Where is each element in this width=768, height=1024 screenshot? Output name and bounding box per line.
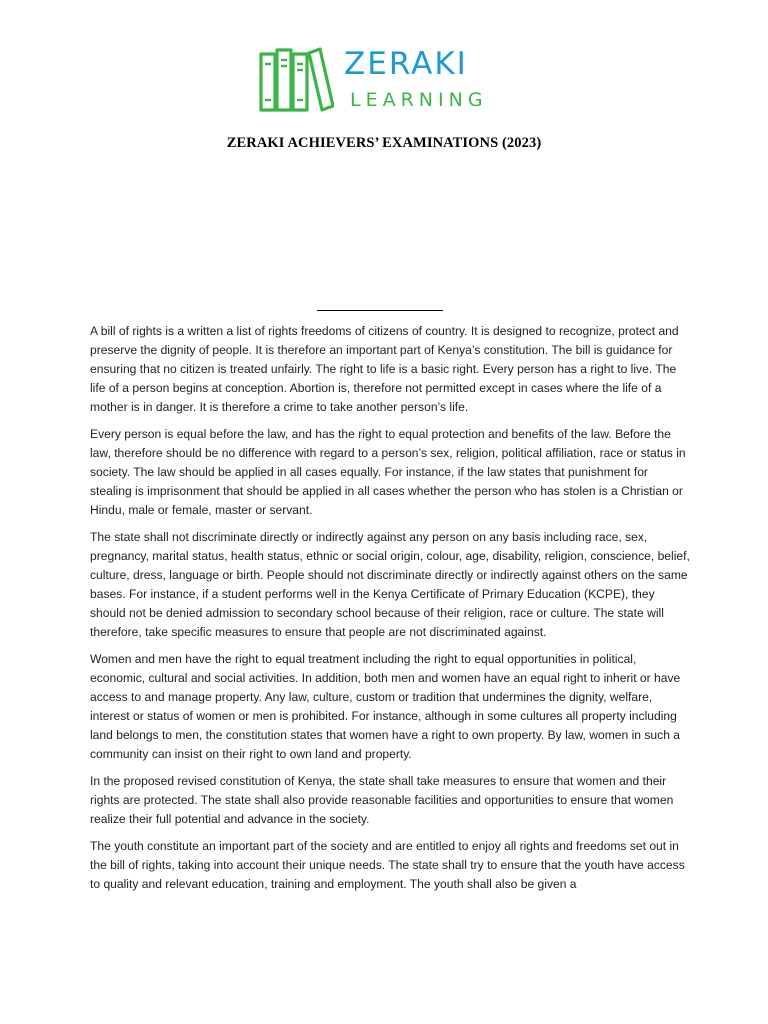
books-icon xyxy=(258,44,334,114)
paragraph: The youth constitute an important part of the society and are entitled to enjoy all rights and freedoms set out in the bill of rights, taking into account their unique needs. The state shall try to ensure that the youth have access to quality and relevant education, training and employment. The youth shall also be given a xyxy=(90,839,685,891)
title-divider xyxy=(317,310,443,311)
passage xyxy=(90,322,690,902)
zeraki-learning-logo xyxy=(258,44,514,114)
logo-brand-zeraki: ZERAKI xyxy=(344,46,468,82)
paragraph: In the proposed revised constitution of Kenya, the state shall take measures to ensure that women and their rights are protected. The state shall also provide reasonable facilities and opportunities to ensure that women realize their full potential and advance in the society. xyxy=(90,773,674,826)
paragraph: The state shall not discriminate directly or indirectly against any person on any basis including race, sex, pregnancy, marital status, health status, ethnic or social origin, colour, age, disability, religion, conscience, belief, culture, dress, language or birth. People should not discriminate directly or indirectly against others on the same bases. For instance, if a student performs well in the Kenya Certificate of Primary Education (KCPE), they should not be denied admission to secondary school because of their religion, race or culture. The state will therefore, take specific measures to ensure that people are not discriminated against. xyxy=(90,530,690,639)
paragraph: A bill of rights is a written a list of rights freedoms of citizens of country. It is designed to recognize, protect and preserve the dignity of people. It is therefore an important part of Kenya’s constitution. The bill is guidance for ensuring that no citizen is treated unfairly. The right to life is a basic right. Every person has a right to live. The life of a person begins at conception. Abortion is, therefore not permitted except in cases where the life of a mother is in danger. It is therefore a crime to take another person’s life. xyxy=(90,324,679,414)
paragraph: Women and men have the right to equal treatment including the right to equal opportunities in political, economic, cultural and social activities. In addition, both men and women have an equal right to inherit or have access to and manage property. Any law, culture, custom or tradition that undermines the dignity, welfare, interest or status of women or men is prohibited. For instance, although in some cultures all property including land belongs to men, the constitution states that women have a right to own property. By law, women in such a community can insist on their right to own land and property. xyxy=(90,652,681,761)
paragraph: Every person is equal before the law, and has the right to equal protection and benefits of the law. Before the law, therefore should be no difference with regard to a person’s sex, religion, political affiliation, race or status in society. The law should be applied in all cases equally. For instance, if the law states that punishment for stealing is imprisonment that should be applied in all cases whether the person who has stolen is a Christian or Hindu, male or female, master or servant. xyxy=(90,427,686,517)
logo-brand-learning: LEARNING xyxy=(350,89,488,111)
exam-title: ZERAKI ACHIEVERS’ EXAMINATIONS (2023) xyxy=(226,135,542,151)
